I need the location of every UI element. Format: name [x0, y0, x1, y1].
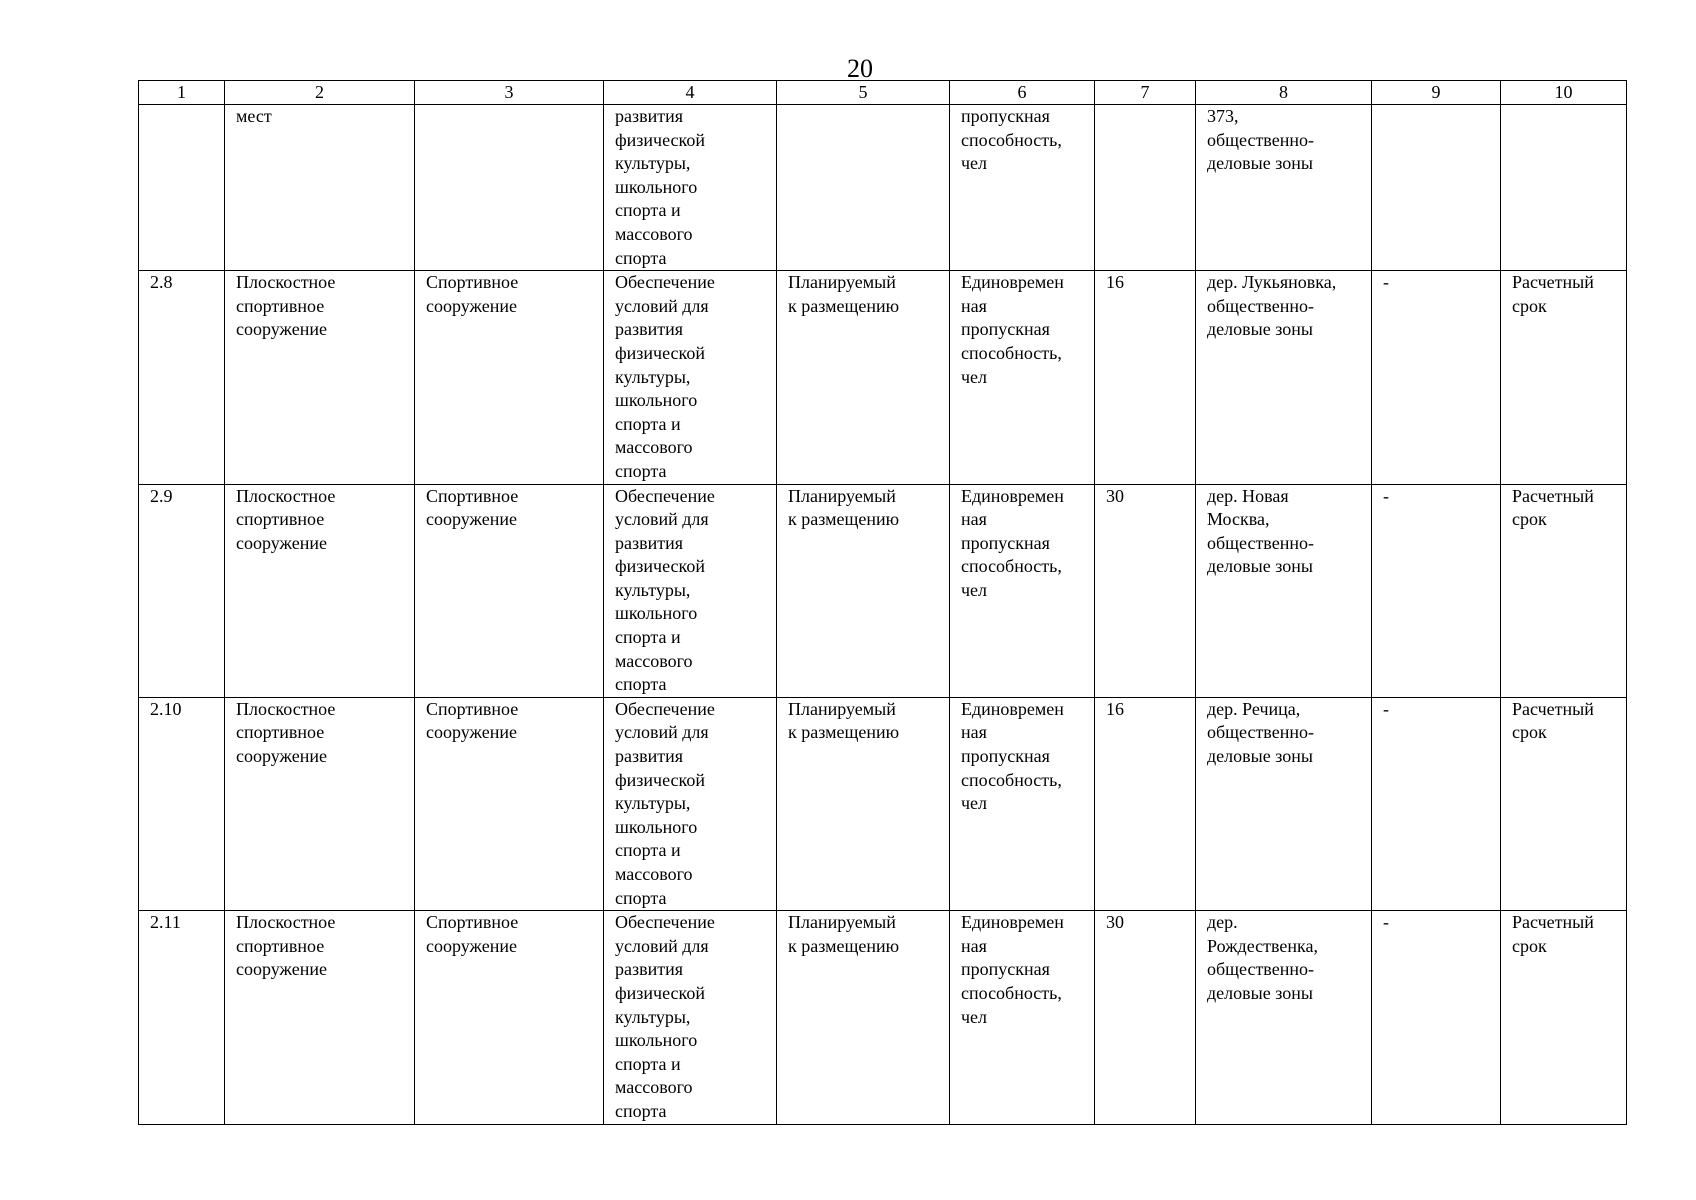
cell-text: спорта и [615, 413, 681, 434]
cell-text: массового [615, 1077, 693, 1098]
cell-text: физической [615, 342, 705, 363]
cell-text: развития [615, 106, 684, 126]
cell-text: ная [961, 509, 987, 530]
cell-text: дер. Речица, [1207, 698, 1301, 719]
table-cell [604, 484, 777, 697]
table-cell [1501, 697, 1627, 910]
cell-text: Планируемый [788, 272, 896, 293]
cell-text: 2.10 [150, 698, 182, 719]
cell-text: Плоскостное [236, 485, 336, 506]
cell-text: Плоскостное [236, 698, 336, 719]
table-cell [415, 484, 604, 697]
cell-text: - [1383, 485, 1389, 506]
cell-text: сооружение [236, 319, 327, 340]
cell-text: 2.9 [150, 485, 173, 506]
cell-text: пропускная [961, 106, 1050, 126]
cell-text: Планируемый [788, 912, 896, 933]
cell-text: 30 [1106, 912, 1124, 933]
table-cell [1501, 105, 1627, 271]
table-cell [415, 697, 604, 910]
cell-text: спорта [615, 674, 667, 695]
cell-text: условий для [615, 935, 709, 956]
table-cell [604, 911, 777, 1124]
cell-text: условий для [615, 722, 709, 743]
cell-text: чел [961, 579, 988, 600]
cell-text: чел [961, 153, 988, 174]
column-header: 10 [1501, 81, 1627, 105]
cell-text: спорта [615, 887, 667, 908]
table-cell [1196, 697, 1372, 910]
cell-text: Рождественка, [1207, 935, 1318, 956]
table-cell [139, 271, 225, 484]
cell-text: - [1383, 698, 1389, 719]
cell-text: чел [961, 366, 988, 387]
cell-text: к размещению [788, 935, 900, 956]
cell-text: массового [615, 437, 693, 458]
cell-text: Обеспечение [615, 272, 715, 293]
cell-text: школьного [615, 1030, 698, 1051]
cell-text: школьного [615, 603, 698, 624]
cell-text: деловые зоны [1207, 153, 1313, 174]
table-cell [415, 105, 604, 271]
cell-text: ная [961, 295, 987, 316]
column-header: 9 [1372, 81, 1501, 105]
table-cell [604, 271, 777, 484]
cell-text: к размещению [788, 295, 900, 316]
cell-text: пропускная [961, 959, 1050, 980]
column-header: 8 [1196, 81, 1372, 105]
table-row [139, 271, 1627, 484]
cell-text: сооружение [236, 959, 327, 980]
cell-text: сооружение [426, 722, 517, 743]
cell-text: сооружение [426, 295, 517, 316]
cell-text: массового [615, 864, 693, 884]
table-cell [1196, 105, 1372, 271]
column-header: 3 [415, 81, 604, 105]
cell-text: спортивное [236, 295, 325, 316]
cell-text: дер. Новая [1207, 485, 1289, 506]
cell-text: Плоскостное [236, 272, 336, 293]
cell-text: способность, [961, 129, 1062, 150]
cell-text: спортивное [236, 509, 325, 530]
cell-text: пропускная [961, 319, 1050, 340]
cell-text: массового [615, 650, 693, 671]
cell-text: пропускная [961, 532, 1050, 553]
cell-text: к размещению [788, 509, 900, 530]
table-row [139, 105, 1627, 271]
cell-text: чел [961, 1006, 988, 1027]
table-cell [950, 484, 1095, 697]
table-cell [1372, 271, 1501, 484]
cell-text: дер. Лукьяновка, [1207, 272, 1337, 293]
column-header: 4 [604, 81, 777, 105]
cell-text: развития [615, 532, 684, 553]
cell-text: культуры, [615, 1006, 691, 1027]
cell-text: школьного [615, 816, 698, 837]
cell-text: сооружение [236, 746, 327, 767]
table-cell [777, 697, 950, 910]
cell-text: ная [961, 722, 987, 743]
table-row [139, 697, 1627, 910]
cell-text: Спортивное [426, 485, 519, 506]
cell-text: Единовремен [961, 485, 1064, 506]
cell-text: Единовремен [961, 272, 1064, 293]
table-cell [1501, 484, 1627, 697]
page-number: 20 [847, 54, 873, 83]
cell-text: Расчетный [1512, 485, 1594, 506]
cell-text: срок [1512, 722, 1547, 743]
column-header: 5 [777, 81, 950, 105]
cell-text: мест [236, 106, 272, 126]
cell-text: спорта [615, 247, 667, 268]
cell-text: деловые зоны [1207, 982, 1313, 1003]
table-cell [415, 271, 604, 484]
cell-text: Плоскостное [236, 912, 336, 933]
cell-text: - [1383, 912, 1389, 933]
cell-text: 373, [1207, 106, 1239, 126]
table-cell [139, 484, 225, 697]
table-cell [950, 911, 1095, 1124]
table-row [139, 911, 1627, 1124]
table-cell [225, 271, 415, 484]
table-cell [1095, 484, 1196, 697]
cell-text: к размещению [788, 722, 900, 743]
cell-text: спортивное [236, 722, 325, 743]
table-cell [950, 697, 1095, 910]
cell-text: спорта и [615, 627, 681, 648]
table-cell [1196, 911, 1372, 1124]
cell-text: Расчетный [1512, 698, 1594, 719]
cell-text: срок [1512, 935, 1547, 956]
data-table [138, 80, 1627, 1125]
cell-text: способность, [961, 556, 1062, 577]
cell-text: школьного [615, 176, 698, 197]
cell-text: Планируемый [788, 485, 896, 506]
cell-text: срок [1512, 509, 1547, 530]
cell-text: общественно- [1207, 295, 1314, 316]
cell-text: Расчетный [1512, 272, 1594, 293]
cell-text: спорта и [615, 1053, 681, 1074]
cell-text: спорта [615, 460, 667, 481]
cell-text: Единовремен [961, 698, 1064, 719]
cell-text: способность, [961, 769, 1062, 790]
cell-text: культуры, [615, 153, 691, 174]
cell-text: общественно- [1207, 722, 1314, 743]
cell-text: общественно- [1207, 532, 1314, 553]
cell-text: ная [961, 935, 987, 956]
cell-text: массового [615, 223, 693, 244]
cell-text: 2.8 [150, 272, 173, 293]
cell-text: общественно- [1207, 959, 1314, 980]
table-cell [139, 105, 225, 271]
table-cell [225, 911, 415, 1124]
table-cell [604, 697, 777, 910]
cell-text: культуры, [615, 793, 691, 814]
cell-text: Обеспечение [615, 912, 715, 933]
column-header: 7 [1095, 81, 1196, 105]
cell-text: способность, [961, 982, 1062, 1003]
cell-text: Расчетный [1512, 912, 1594, 933]
cell-text: Спортивное [426, 912, 519, 933]
table-cell [139, 911, 225, 1124]
cell-text: 30 [1106, 485, 1124, 506]
cell-text: дер. [1207, 912, 1238, 933]
table-cell [1372, 697, 1501, 910]
cell-text: чел [961, 793, 988, 814]
cell-text: развития [615, 959, 684, 980]
cell-text: Единовремен [961, 912, 1064, 933]
cell-text: Обеспечение [615, 698, 715, 719]
cell-text: Обеспечение [615, 485, 715, 506]
cell-text: 16 [1106, 698, 1124, 719]
cell-text: спорта и [615, 840, 681, 861]
cell-text: физической [615, 769, 705, 790]
table-cell [225, 697, 415, 910]
cell-text: 16 [1106, 272, 1124, 293]
cell-text: общественно- [1207, 129, 1314, 150]
table-row [139, 484, 1627, 697]
cell-text: сооружение [426, 509, 517, 530]
table-cell [1196, 271, 1372, 484]
table-cell [1196, 484, 1372, 697]
table-cell [225, 484, 415, 697]
cell-text: культуры, [615, 579, 691, 600]
cell-text: деловые зоны [1207, 319, 1313, 340]
cell-text: физической [615, 556, 705, 577]
table-cell [777, 484, 950, 697]
table-cell [1501, 911, 1627, 1124]
table-cell [1095, 271, 1196, 484]
cell-text: деловые зоны [1207, 556, 1313, 577]
header-row [139, 81, 1627, 105]
cell-text: сооружение [236, 532, 327, 553]
cell-text: физической [615, 129, 705, 150]
column-header: 6 [950, 81, 1095, 105]
table-cell [139, 697, 225, 910]
table-cell [225, 105, 415, 271]
cell-text: культуры, [615, 366, 691, 387]
cell-text: Планируемый [788, 698, 896, 719]
table-cell [415, 911, 604, 1124]
table-cell [777, 911, 950, 1124]
table-cell [1095, 697, 1196, 910]
table-cell [777, 271, 950, 484]
cell-text: Спортивное [426, 272, 519, 293]
cell-text: - [1383, 272, 1389, 293]
column-header: 2 [225, 81, 415, 105]
table-cell [604, 105, 777, 271]
table-cell [777, 105, 950, 271]
cell-text: способность, [961, 342, 1062, 363]
cell-text: развития [615, 319, 684, 340]
cell-text: деловые зоны [1207, 746, 1313, 767]
table-cell [1372, 911, 1501, 1124]
table-cell [1372, 484, 1501, 697]
table-cell [950, 271, 1095, 484]
cell-text: сооружение [426, 935, 517, 956]
table-cell [1501, 271, 1627, 484]
table-cell [1095, 105, 1196, 271]
cell-text: пропускная [961, 746, 1050, 767]
cell-text: физической [615, 982, 705, 1003]
cell-text: 2.11 [150, 912, 181, 933]
cell-text: условий для [615, 295, 709, 316]
cell-text: Москва, [1207, 509, 1270, 530]
cell-text: Спортивное [426, 698, 519, 719]
table-cell [950, 105, 1095, 271]
cell-text: развития [615, 746, 684, 767]
cell-text: спортивное [236, 935, 325, 956]
cell-text: условий для [615, 509, 709, 530]
table-cell [1372, 105, 1501, 271]
cell-text: срок [1512, 295, 1547, 316]
table-body [139, 105, 1627, 1125]
column-header: 1 [139, 81, 225, 105]
cell-text: спорта и [615, 200, 681, 221]
table-cell [1095, 911, 1196, 1124]
cell-text: школьного [615, 390, 698, 411]
cell-text: спорта [615, 1100, 667, 1121]
